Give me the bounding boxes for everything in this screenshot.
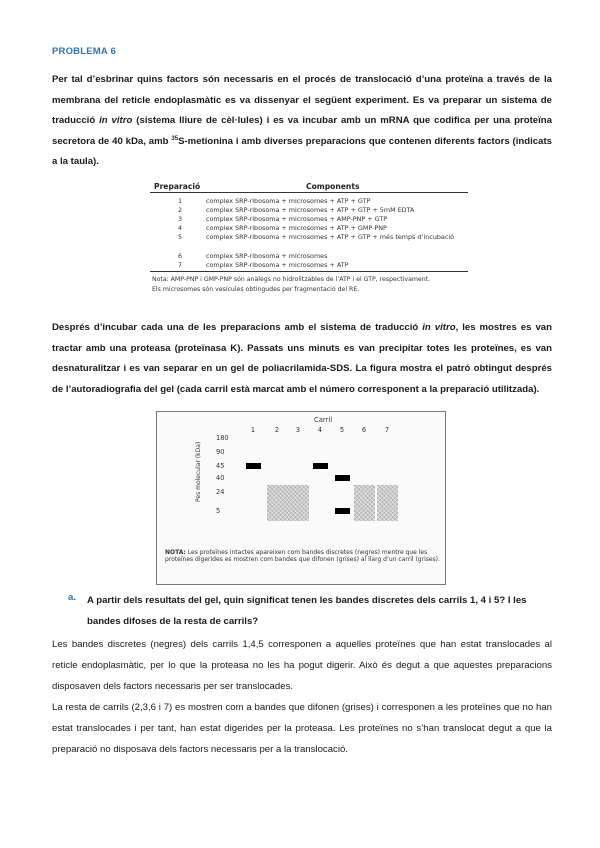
answer-paragraph-1: Les bandes discretes (negres) dels carrils 1,4,5 corresponen a aquelles proteïnes que han estat translocades al reticle endoplasmàtic, per lo que la proteasa no les ha pogut digerir. Això és degut a que aquestes preparacions disposaven dels factors necessaris per ser translocades.: [52, 639, 552, 692]
answer-paragraph-2: La resta de carrils (2,3,6 i 7) es mostren com a bandes que difonen (grises) i corresponen a les proteïnes que no han estat translocades i per tant, han estat digerides per la proteasa. Les proteïnes no s’han translocat degut a que la preparació no disposava dels factors necessaris per a la translocació.: [52, 702, 552, 755]
gel-mw-marker: 90: [216, 448, 225, 456]
gel-lane-label: 2: [274, 426, 280, 434]
intro-paragraph: Per tal d’esbrinar quins factors són necessaris en el procés de translocació d’una proteïna a través de la membrana del reticle endoplasmàtic es va dissenyar el següent experiment. Es va preparar un sistema de traducció in vitro (sistema lliure de cèl·lules) i es va incubar amb un mRNA que codifica per una proteïna secretora de 40 kDa, amb $^{35}$S-metionina i amb diverses preparacions que contenen diferents factors (indicats a la taula).: [52, 74, 552, 167]
table-row-number: 1: [178, 197, 183, 205]
table-rule-top: [150, 192, 468, 193]
table-header-preparation: Preparació: [154, 182, 201, 191]
gel-lane-label: 3: [295, 426, 301, 434]
table-row-number: 7: [178, 261, 183, 269]
gel-lane-label: 5: [339, 426, 345, 434]
table-row-components: complex SRP-ribosoma + microsomes + ATP + GTP: [206, 197, 371, 205]
gel-band-discrete: [246, 463, 261, 469]
table-header-components: Components: [306, 182, 360, 191]
problem-heading: PROBLEMA 6: [52, 46, 116, 57]
gel-figure: [156, 411, 446, 585]
gel-mw-marker: 5: [216, 507, 221, 515]
gel-lane-label: 1: [250, 426, 256, 434]
question-letter: a.: [68, 592, 77, 603]
gel-y-axis-label: Pes molecular (kDa): [195, 441, 202, 502]
gel-band-discrete: [335, 475, 350, 481]
gel-band-discrete: [335, 508, 350, 514]
gel-band-diffuse: [354, 485, 375, 521]
gel-lane-title: Carril: [314, 416, 333, 424]
table-note-microsomes: Els microsomes són vesícules obtingudes per fragmentació del RE.: [152, 286, 360, 293]
table-row-components: complex SRP-ribosoma + microsomes + ATP: [206, 261, 349, 269]
table-note-analogs: Nota: AMP-PNP i GMP-PNP són anàlegs no hidrolitzables de l’ATP i el GTP, respectivament.: [152, 276, 431, 283]
gel-band-discrete: [313, 463, 328, 469]
gel-mw-marker: 180: [216, 434, 229, 442]
gel-lane-label: 7: [384, 426, 390, 434]
table-row-number: 4: [178, 224, 183, 232]
table-row-number: 2: [178, 206, 183, 214]
gel-note: NOTA: Les proteïnes intactes apareixen com bandes discretes (negres) mentre que les proteïnes digerides es mostren com bandes que difonen (grises) al llarg d’un carril (grises).: [165, 549, 440, 564]
table-row-number: 6: [178, 252, 183, 260]
table-row-components: complex SRP-ribosoma + microsomes + ATP + GTP + 5mM EDTA: [206, 206, 415, 214]
table-row-number: 3: [178, 215, 183, 223]
gel-lane-label: 6: [361, 426, 367, 434]
gel-band-diffuse: [288, 485, 309, 521]
preparations-table: [148, 180, 470, 300]
table-row-components: complex SRP-ribosoma + microsomes + ATP + GMP-PNP: [206, 224, 387, 232]
table-row-components: complex SRP-ribosoma + microsomes + AMP-PNP + GTP: [206, 215, 388, 223]
gel-mw-marker: 24: [216, 488, 225, 496]
table-row-components: complex SRP-ribosoma + microsomes: [206, 252, 328, 260]
second-paragraph: Després d’incubar cada una de les preparacions amb el sistema de traducció in vitro, les mostres es van tractar amb una proteasa (proteïnasa K). Passats uns minuts es van precipitar totes les proteïnes, es van desnaturalitzar i es van separar en un gel de poliacrilamida-SDS. La figura mostra el patró obtingut després de l’autoradiografia del gel (cada carril està marcat amb el número corresponent a la preparació utilitzada).: [52, 322, 552, 395]
gel-mw-marker: 40: [216, 474, 225, 482]
gel-band-diffuse: [267, 485, 288, 521]
gel-band-diffuse: [377, 485, 398, 521]
question-text: A partir dels resultats del gel, quin significat tenen les bandes discretes dels carrils 1, 4 i 5? I les bandes difoses de la resta de carrils?: [87, 595, 527, 627]
table-rule-bottom: [150, 271, 468, 272]
table-row-components: complex SRP-ribosoma + microsomes + ATP + GTP + més temps d’incubació: [206, 233, 455, 241]
gel-mw-marker: 45: [216, 462, 225, 470]
table-row-number: 5: [178, 233, 183, 241]
gel-lane-label: 4: [317, 426, 323, 434]
